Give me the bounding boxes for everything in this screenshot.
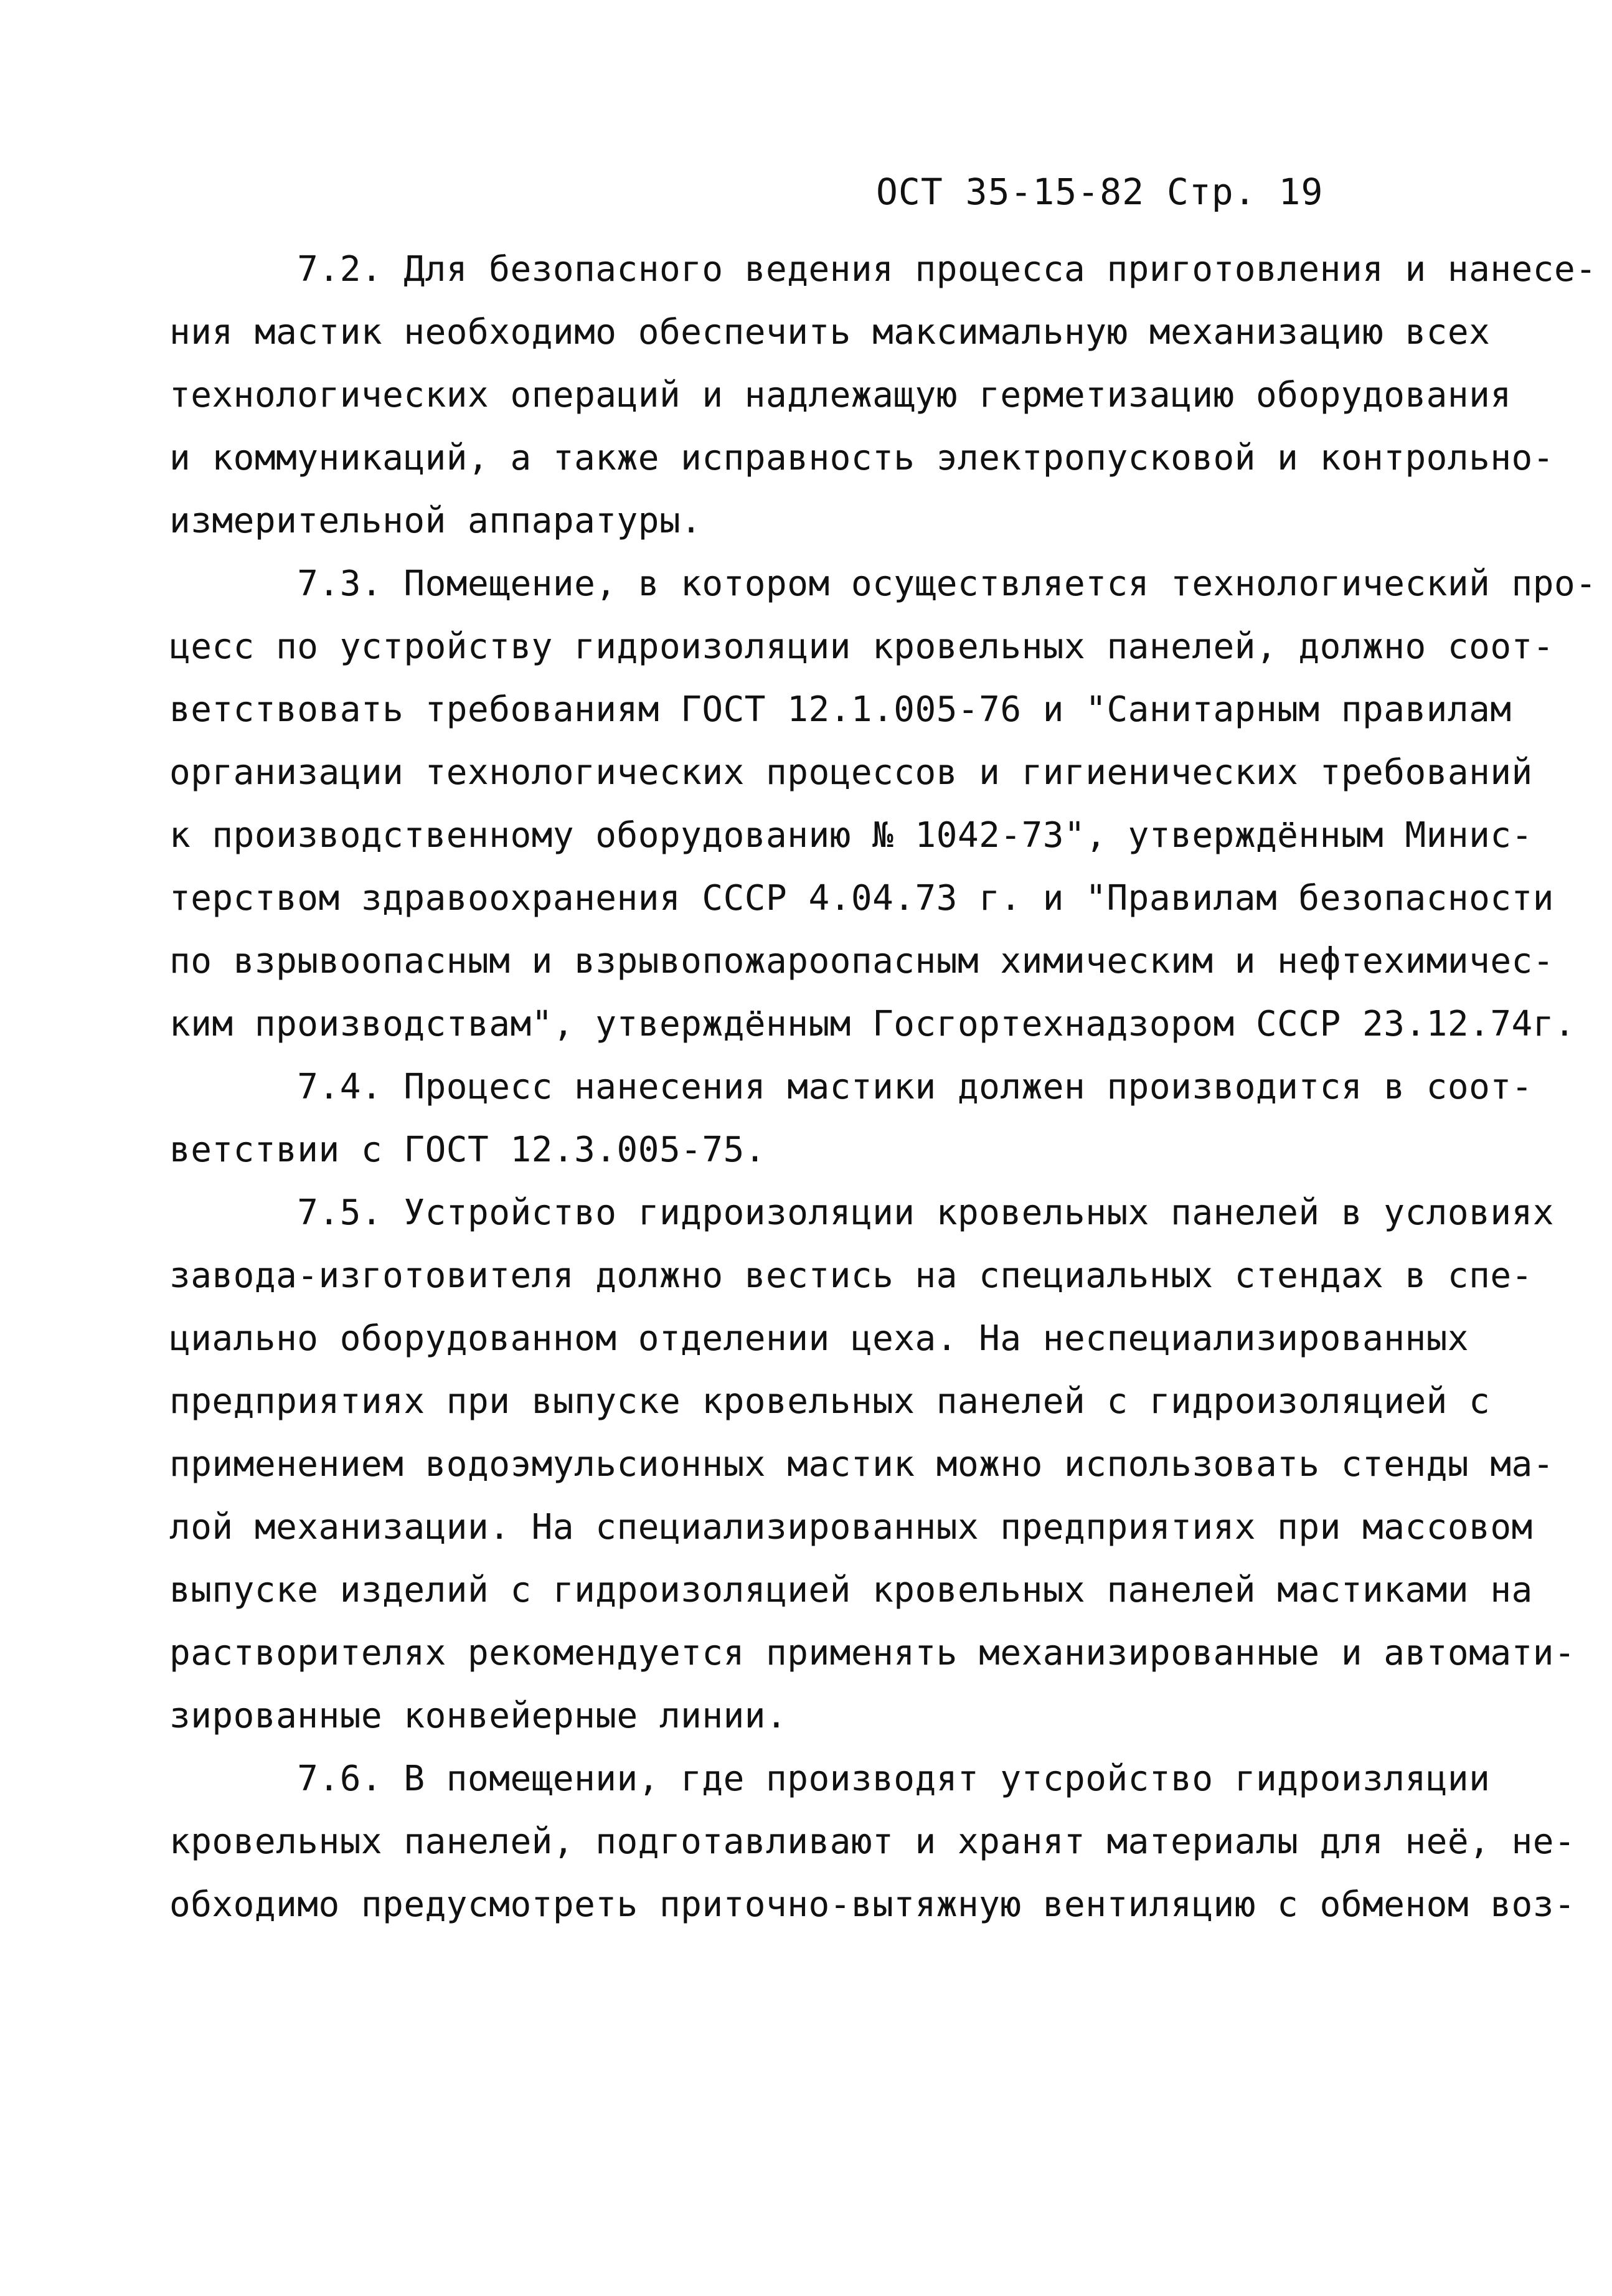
text-line: ветствии с ГОСТ 12.3.005-75. xyxy=(169,1130,766,1170)
text-line: выпуске изделий с гидроизоляцией кровельных панелей мастиками на xyxy=(169,1570,1533,1610)
text-line: 7.6. В помещении, где производят утсройство гидроизляции xyxy=(169,1759,1491,1799)
text-line: терством здравоохранения СССР 4.04.73 г. и "Правилам безопасности xyxy=(169,878,1554,919)
text-line: растворителях рекомендуется применять механизированные и автомати- xyxy=(169,1633,1576,1673)
page-header: ОСТ 35-15-82 Стр. 19 xyxy=(876,171,1324,213)
text-line: 7.2. Для безопасного ведения процесса приготовления и нанесе- xyxy=(169,249,1597,290)
text-line: 7.4. Процесс нанесения мастики должен производится в соот- xyxy=(169,1067,1533,1107)
text-line: технологических операций и надлежащую герметизацию оборудования xyxy=(169,375,1512,415)
text-line: 7.5. Устройство гидроизоляции кровельных панелей в условиях xyxy=(169,1193,1554,1233)
text-line: применением водоэмульсионных мастик можно использовать стенды ма- xyxy=(169,1444,1554,1485)
text-line: организации технологических процессов и гигиенических требований xyxy=(169,752,1533,793)
text-line: зированные конвейерные линии. xyxy=(169,1696,788,1736)
text-line: и коммуникаций, а также исправность электропусковой и контрольно- xyxy=(169,438,1554,478)
text-line: ветствовать требованиям ГОСТ 12.1.005-76 и "Санитарным правилам xyxy=(169,689,1512,730)
document-body xyxy=(169,238,1597,1936)
text-line: цесс по устройству гидроизоляции кровельных панелей, должно соот- xyxy=(169,626,1554,667)
text-line: к производственному оборудованию № 1042-73", утверждённым Минис- xyxy=(169,815,1533,856)
paragraph-7-5 xyxy=(169,1181,1576,1747)
text-line: кровельных панелей, подготавливают и хранят материалы для неё, не- xyxy=(169,1821,1576,1862)
text-line: измерительной аппаратуры. xyxy=(169,501,702,541)
text-line: ким производствам", утверждённым Госгортехнадзором СССР 23.12.74г. xyxy=(169,1004,1576,1044)
text-line: циально оборудованном отделении цеха. На неспециализированных xyxy=(169,1318,1469,1359)
paragraph-7-2 xyxy=(169,238,1597,552)
text-line: ния мастик необходимо обеспечить максимальную механизацию всех xyxy=(169,312,1491,352)
text-line: лой механизации. На специализированных предприятиях при массовом xyxy=(169,1507,1533,1547)
text-line: 7.3. Помещение, в котором осуществляется технологический про- xyxy=(169,564,1597,604)
text-line: предприятиях при выпуске кровельных панелей с гидроизоляцией с xyxy=(169,1381,1491,1422)
text-line: по взрывоопасным и взрывопожароопасным химическим и нефтехимичес- xyxy=(169,941,1554,981)
paragraph-7-4 xyxy=(169,1056,1533,1181)
text-line: обходимо предусмотреть приточно-вытяжную вентиляцию с обменом воз- xyxy=(169,1884,1576,1925)
paragraph-7-3 xyxy=(169,552,1597,1056)
paragraph-7-6 xyxy=(169,1747,1576,1936)
text-line: завода-изготовителя должно вестись на специальных стендах в спе- xyxy=(169,1255,1533,1296)
